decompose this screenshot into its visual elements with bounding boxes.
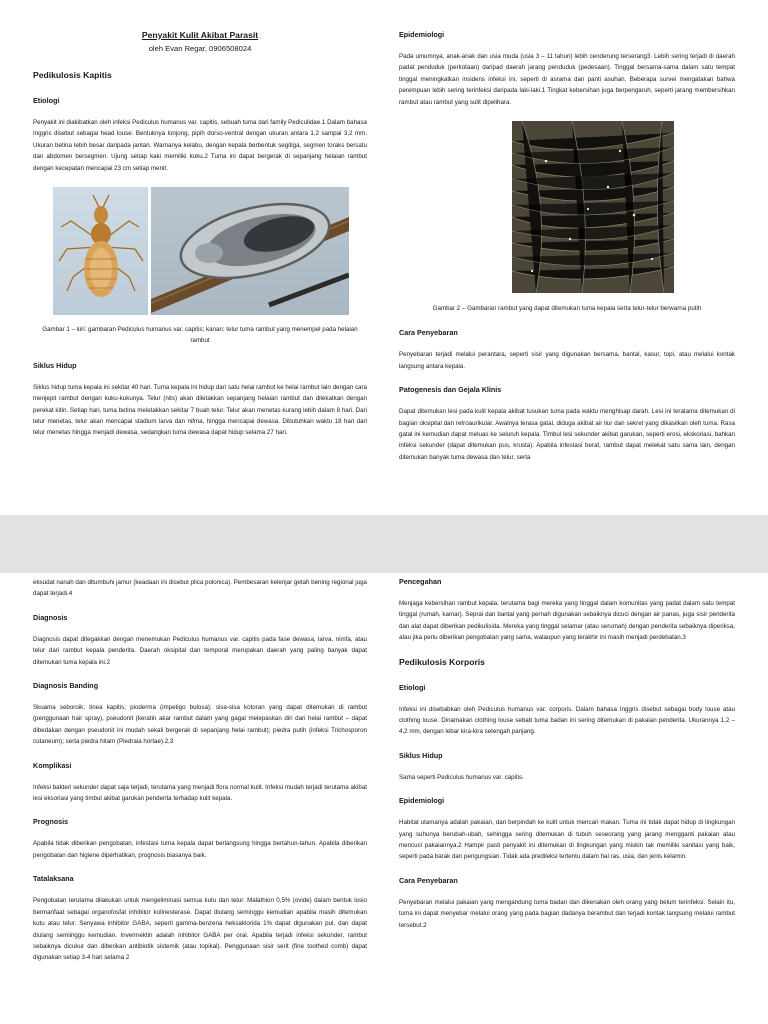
paragraph-korporis-etiologi: Infeksi ini disebabkan oleh Pediculus humanus var. corporis. Dalam bahasa Inggris disebut sebagai body louse atau clothing louse. Dinamakan clothing louse sebab tuma badan ini sering ditemukan di pakaian penderita. Ukurannya 1,2 – 4,2 mm, dengan lebar kira-kira setengah panjang. bbox=[399, 705, 735, 736]
heading-tatalaksana: Tatalaksana bbox=[33, 874, 74, 884]
paragraph-tatalaksana: Pengobatan terutama dilakukan untuk mengeliminasi semua kutu dan telur. Malathion 0,5% (ovide) dalam bentuk losio bermanfaat sebagai organofosfat inhibitor kolinesterase. Dapat diulang seminggu kemudian apabila masih ditemukan kutu atau telur. Senyawa inhibitor GABA, seperti gamma-benzena heksaklorida 1% dapat digunakan pul, dan dapat diulang semiinggu kemudian. Invermektin adalah inhibitor GABA per oral. Apabila terjadi infeksi sekunder, rambut sebaiknya dicukur dan diberikan antibiotik sistemik (atau topikal). Penggunaan sisir serit (fine toothed comb) dapat digunakan setiap 3-4 hari selama 2 bbox=[33, 897, 367, 962]
louse-photo bbox=[53, 187, 148, 315]
section-heading-kapitis: Pedikulosis Kapitis bbox=[33, 70, 112, 80]
figure-1 bbox=[53, 187, 367, 315]
heading-diagnosis: Diagnosis bbox=[33, 612, 68, 622]
paragraph-patogenesis-continued: eksudat nanah dan ditumbuhi jamur (keadaan ini disebut plica polonica). Pembesaran kelenjar getah bening regional juga dapat terjadi.4 bbox=[33, 579, 367, 598]
paragraph-epidemiologi: Pada umumnya, anak-anak dan usia muda (usia 3 – 11 tahun) lebih cenderung terserang3. Lebih sering terjadi di daerah padat penduduk (perkotaan) daripad daerah jarang penduduk (pedesaan). Tinggal bersama-sama dalam satu tempat tinggal meningkatkan insidens infeksi ini, seperti di asrama dan panti asuhan. Beberapa survei mengatakan bahwa perempuan lebih sering terinfeksi daripada laki-laki.1 Tingkat kebersihan juga berpengaruh, seperti jarang membersihkan rambut atau rambut yang sulit dipelihara. bbox=[399, 53, 735, 106]
heading-etiologi: Etiologi bbox=[33, 96, 60, 105]
paragraph-patogenesis: Dapat ditemukan lesi pada kulit kepala akibat tusukan tuma pada waktu menghisap darah. Lesi ini teratama ditemukan di bagian oksipital dan retroaurikular. Awalnya terasa gatal, diduga akibat air liur dan sekret yang dikasilkan oleh tuma. Rasa gatal ini kemudian dapat meluas ke seluruh kepala. Timbul lesi sekunder akibat garukan, seperti erosi, ekskoriasi, bahkan infeksi sekunder (dapat ditemukan pus, krusta). Apabila infestasi berat, rambut dapat melekat satu sama lain, dengan ditemukan banyak tuma dewasa dan telur, serta bbox=[399, 408, 735, 461]
column-right bbox=[399, 30, 735, 476]
page-lower bbox=[0, 573, 768, 1024]
heading-korporis-etiologi: Etiologi bbox=[399, 682, 426, 692]
paragraph-siklus-hidup: Siklus hidup tuma kepala ini sekitar 40 hari. Tuma kepala ini hidup dari satu helai rambut ke helai rambut lain dengan cara menjepit rambut dengan kuku-kukunya. Telur (nits) akan diletakkan sepanjang helaian rambut dan dilekatkan dengan perekat kitin. Setiap hari, tuma betina meletakkan sekitar 7 buah telur. Telur akan menetas kurang lebih dalam 8 hari. Dari telur menetas, telur akan mencapai stadium larva dan nifma, hingga mencapai dewasa. Dibutuhkan waktu 18 hari dari telur menetas hingga menjadi dewasa, sedangkan tuma dewasa dapat hidup selama 27 hari. bbox=[33, 383, 367, 437]
heading-korporis-epidemiologi: Epidemiologi bbox=[399, 796, 445, 806]
paragraph-korporis-epidemiologi: Habitat utamanya adalah pakaian, dan berpindah ke kulit untuk mencari makan. Tuma ini tidak dapat hidup di lingkungan yang suhunya berubah-ubah, sehingga sering ditemukan di tubuh seseorang yang jarang mengganti pakaian atau mencuci pakaiannya.2 Hampir pasti penyakit ini ditemukan di lingkungan yang miskin tak memiliki sanitasi yang baik, seperti pada barak dan pengungsian. Tidak ada predileksi tertentu dalam hal ras, usia, dan jenis kelamin. bbox=[399, 819, 735, 861]
heading-siklus-hidup: Siklus Hidup bbox=[33, 360, 77, 370]
heading-epidemiologi: Epidemiologi bbox=[399, 30, 445, 39]
heading-pencegahan: Pencegahan bbox=[399, 577, 442, 586]
paragraph-korporis-siklus-hidup: Sama seperti Pediculus humanus var. capitis. bbox=[399, 773, 524, 781]
article-author: oleh Evan Regar, 0906508024 bbox=[148, 44, 252, 53]
paragraph-pencegahan: Menjaga kebersihan rambut kepala, terutama bagi mereka yang tinggal dalam komunitas yang padat dalam satu tempat tinggal (rumah, kamar). Seprai dan bantal yang pernah digunakan sebaiknya dicuci dengan air panas, juga sisir penderita dan alat dapat diberikan pedikulisida. Mereka yang tinggal selamar (atau serumah) dengan penderita sebaiknya diperiksa, atau jika perlu diberikan pengobatan yang sama, walaupun yang terakhir ini masih menjadi perdebatan.3 bbox=[399, 600, 735, 642]
nit-photo bbox=[151, 187, 349, 315]
heading-korporis-cara-penyebaran: Cara Penyebaran bbox=[399, 875, 458, 885]
paragraph-prognosis: Apabila tidak diberikan pengobatan, infestasi tuma kepala dapat berlangsung hingga bertahun-tahun. Apabila diberikan pengobatan dan higiene diperhatikan, prognosis biasanya baik. bbox=[33, 840, 367, 859]
heading-prognosis: Prognosis bbox=[33, 817, 69, 827]
column-right-lower bbox=[399, 577, 735, 944]
heading-korporis-siklus-hidup: Siklus Hidup bbox=[399, 750, 443, 760]
heading-cara-penyebaran: Cara Penyebaran bbox=[399, 328, 458, 338]
paragraph-cara-penyebaran: Penyebaran terjadi melalui perantara, seperti sisir yang digunakan bersama, bantal, kasur, topi, atau melalui kontak langsung antara kepala. bbox=[399, 351, 735, 370]
hair-photo bbox=[512, 121, 674, 293]
section-heading-korporis: Pedikulosis Korporis bbox=[399, 656, 485, 667]
figure-2-caption: Gambar 2 – Gambaran rambut yang dapat ditemukan tuma kepala serta telur-telur berwarna putih bbox=[432, 305, 702, 313]
figure-1-caption: Gambar 1 – kiri: gambaran Pediculus humanus var. capitis; kanan: telur tuma rambut yang menempel pada helaian rambut bbox=[42, 326, 358, 345]
paragraph-diagnosis-banding: Skuama seboroik; tinea kapitis; pioderma (impetigo bulosa); sisa-sisa kotoran yang dapat ditemukan di rambut (penggunaan hair spray), pseudonit (keratin akar rambut dalam yang gagal melepaskan diri dari helai rambut – dapat dibedakan dengan pseudonit ini mudah sekali bergerak di sepanjang helai rambut); piedra putih (infeksi Trichosporon cutaneum); serta piedra hitam (Piedraia hortae).2,3 bbox=[33, 704, 367, 746]
column-left bbox=[33, 30, 367, 452]
paragraph-etiologi: Penyakit ini diakibatkan oleh infeksi Pediculus humanus var. capitis, sebuah tuma dari family Pediculidae.1 Dalam bahasa Inggris disebut sebagai head louse. Bentuknya lonjong, pipih dorso-ventral dengan ukuran antara 1,2 sampai 3,2 mm. Ukuran betina lebih besar daripada jantan. Warnanya kelabu, dengan kepala berbentuk segitiga, segmen toraks bersatu dan abdomen bersegmen. Ujung setiap kaki memiliki kuku.2 Tuma ini dapat bergerak di sepanjang helaian rambut dengan kecepatan mencapai 23 cm setiap menit. bbox=[33, 119, 367, 172]
paragraph-korporis-cara-penyebaran: Penyebaran melalui pakaian yang mengandung tuma badan dan dikenakan oleh orang yang belum terinfeksi. Selain itu, tuma ini dapat menyebar melalui orang yang pada bagian dadanya berambut dan terjadi kontak langsung melalui rambut tersebut.2 bbox=[399, 898, 735, 929]
heading-komplikasi: Komplikasi bbox=[33, 760, 72, 770]
column-left-lower bbox=[33, 577, 367, 977]
heading-diagnosis-banding: Diagnosis Banding bbox=[33, 681, 99, 691]
page-gap bbox=[0, 515, 768, 573]
paragraph-diagnosis: Diagnosis dapat ditegakkan dengan menemukan Pediculus humanus var. capitis pada fase dewasa, larva, nimfa, atau telur dari rambut kepala penderita. Daerah oksipital dan temporal merupakan daerah yang paling banyak dapat ditemukan tuma kepala ini.2 bbox=[33, 635, 367, 666]
paragraph-komplikasi: Infeksi bakteri sekunder dapat saja terjadi, terutama yang menjadi flora normal kulit. Infeksi mudah terjadi terutama akibat lesi eksoriasi yang timbul akibat garukan penderita terhadap kulit kepala. bbox=[33, 783, 367, 803]
article-title: Penyakit Kulit Akibat Parasit bbox=[141, 30, 259, 40]
heading-patogenesis: Patogenesis dan Gejala Klinis bbox=[399, 385, 502, 395]
